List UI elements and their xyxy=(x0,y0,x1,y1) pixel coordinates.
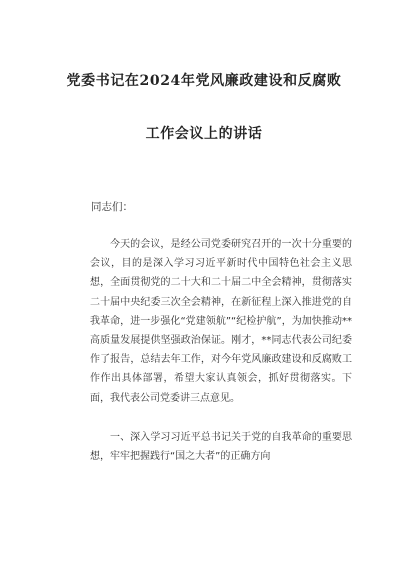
document-title-line-1: 党委书记在2024年党风廉政建设和反腐败 xyxy=(66,73,342,89)
document-title-line-2: 工作会议上的讲话 xyxy=(145,126,263,142)
opening-paragraph: 今天的会议，是经公司党委研究召开的一次十分重要的会议，目的是深入学习习近平新时代中国特色社会主义思想，全面贯彻党的二十大和二十届二中全会精神，贯彻落实二十届中央纪委三次全会精神，在新征程上深入推进党的自我革命，进一步强化“党建领航”“纪检护航”，为加快推动**高质量发展提供坚强政治保证。刚才，**同志代表公司纪委作了报告，总结去年工作，对今年党风廉政建设和反腐败工作作出具体部署，希望大家认真领会，抓好贯彻落实。下面，我代表公司党委讲三点意见。 xyxy=(90,239,352,404)
section-one-heading: 一、深入学习习近平总书记关于党的自我革命的重要思想，牢牢把握践行“国之大者”的正确方向 xyxy=(90,432,352,463)
salutation: 同志们： xyxy=(91,201,133,213)
